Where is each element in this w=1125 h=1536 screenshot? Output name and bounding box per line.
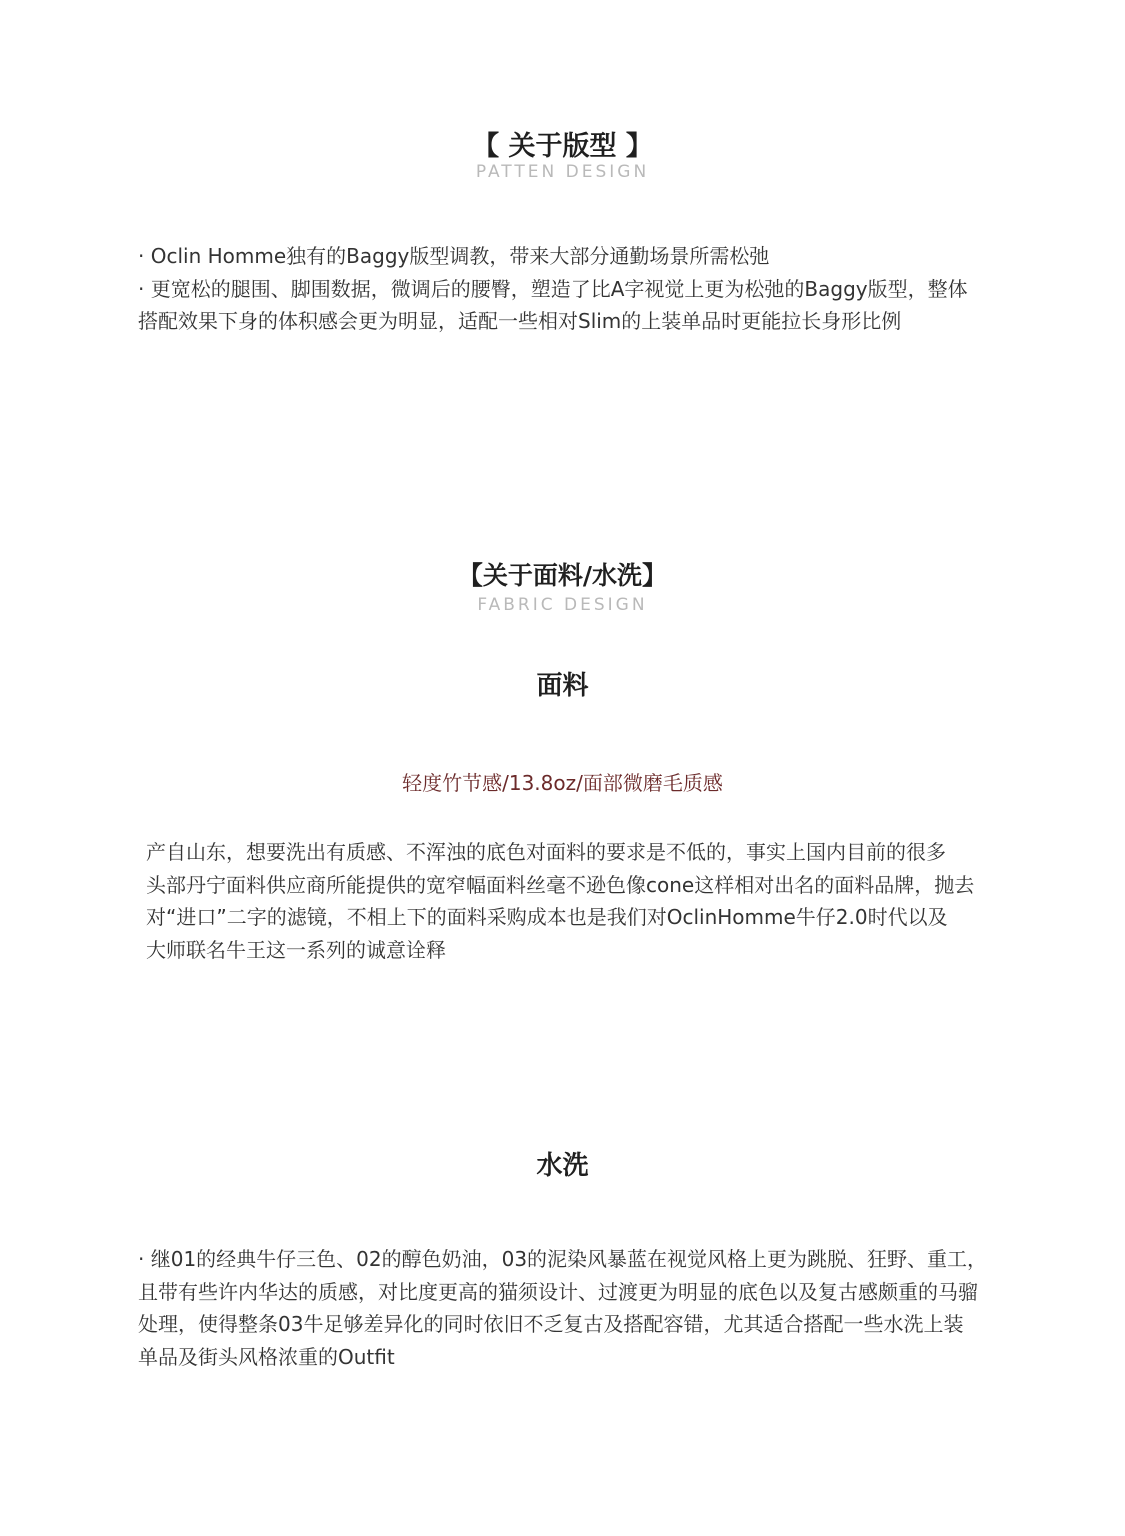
- fabric-spec: 轻度竹节感/13.8oz/面部微磨毛质感: [402, 771, 723, 795]
- pattern-line: · 更宽松的腿围、脚围数据，微调后的腰臀，塑造了比A字视觉上更为松弛的Baggy版型，整体: [138, 276, 968, 301]
- wash-line: 处理，使得整条03牛足够差异化的同时依旧不乏复古及搭配容错，尤其适合搭配一些水洗上装: [138, 1312, 964, 1336]
- wash-heading: 水洗: [536, 1151, 589, 1181]
- wash-line: · 继01的经典牛仔三色、02的醇色奶油，03的泥染风暴蓝在视觉风格上更为跳脱、狂野、重工，: [138, 1247, 988, 1271]
- fabric-line: 产自山东，想要洗出有质感、不浑浊的底色对面料的要求是不低的，事实上国内目前的很多: [146, 840, 946, 864]
- fabric-description: [146, 836, 974, 966]
- pattern-description: [138, 240, 968, 338]
- fabric-heading: 面料: [536, 671, 589, 701]
- fabric-line: 头部丹宁面料供应商所能提供的宽窄幅面料丝毫不逊色像cone这样相对出名的面料品牌，抛去: [146, 872, 975, 897]
- fabric-line: 大师联名牛王这一系列的诚意诠释: [146, 937, 446, 962]
- pattern-section-subtitle: PATTEN DESIGN: [475, 162, 650, 182]
- fabric-section-title: 【关于面料/水洗】: [457, 561, 668, 590]
- wash-line: 且带有些许内华达的质感，对比度更高的猫须设计、过渡更为明显的底色以及复古感颇重的马骝: [138, 1279, 978, 1304]
- pattern-section-title: 【 关于版型 】: [472, 131, 653, 162]
- pattern-line: · Oclin Homme独有的Baggy版型调教，带来大部分通勤场景所需松弛: [138, 244, 770, 268]
- pattern-line: 搭配效果下身的体积感会更为明显，适配一些相对Slim的上装单品时更能拉长身形比例: [138, 309, 902, 333]
- fabric-line: 对“进口”二字的滤镜，不相上下的面料采购成本也是我们对OclinHomme牛仔2.0时代以及: [146, 905, 948, 929]
- wash-description: [138, 1243, 987, 1373]
- fabric-section-subtitle: FABRIC DESIGN: [477, 595, 648, 615]
- wash-line: 单品及街头风格浓重的Outfit: [138, 1344, 395, 1369]
